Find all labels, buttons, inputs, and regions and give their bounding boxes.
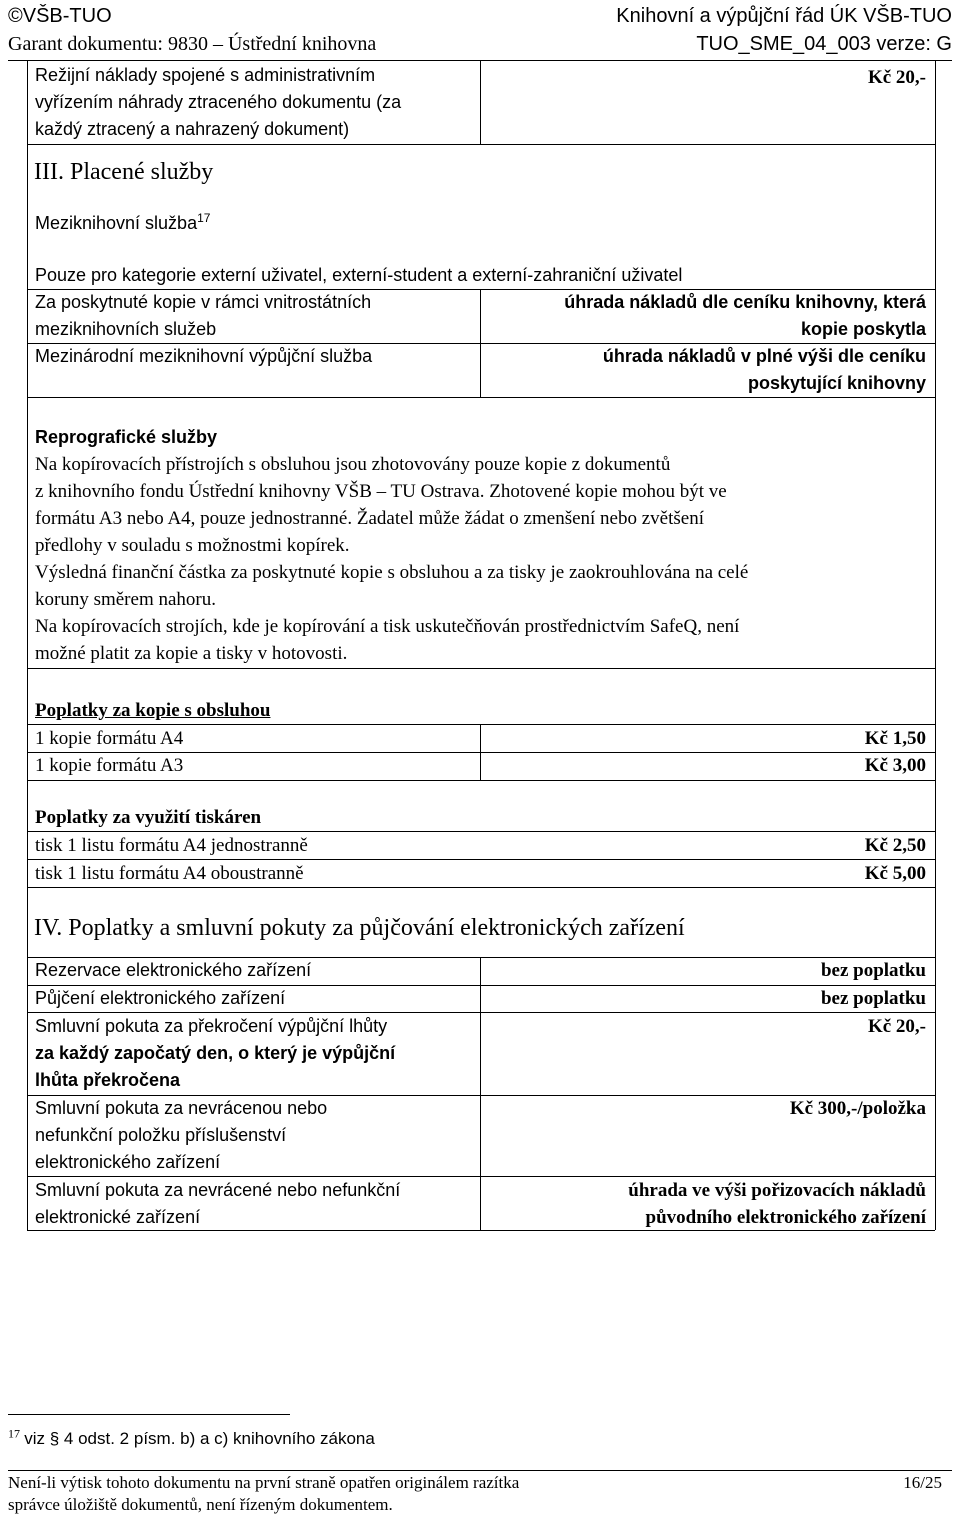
device-row-4-right: Kč 300,-/položka bbox=[789, 1098, 926, 1119]
row-divider bbox=[27, 668, 935, 669]
footer-divider bbox=[8, 1470, 952, 1471]
section-4-title: IV. Poplatky a smluvní pokuty za půjčování elektronických zařízení bbox=[34, 915, 685, 941]
page-header bbox=[8, 2, 952, 60]
repro-line-2: z knihovního fondu Ústřední knihovny VŠB – TU Ostrava. Zhotovené kopie mohou být ve bbox=[35, 481, 727, 502]
device-row-1-left: Rezervace elektronického zařízení bbox=[35, 960, 312, 980]
repro-title: Reprografické služby bbox=[35, 427, 218, 447]
page-number: 16/25 bbox=[903, 1473, 942, 1492]
interlibrary-row-1-left-2: meziknihovních služeb bbox=[35, 319, 217, 339]
row-divider bbox=[27, 887, 935, 888]
copyright-label: ©VŠB-TUO bbox=[8, 5, 112, 27]
device-row-2-left: Půjčení elektronického zařízení bbox=[35, 988, 286, 1008]
device-row-4-left-3: elektronického zařízení bbox=[35, 1152, 221, 1172]
device-row-3-left-2: za každý započatý den, o který je výpůjční bbox=[35, 1043, 396, 1063]
footnote-separator bbox=[8, 1414, 290, 1415]
footnote-text: viz § 4 odst. 2 písm. b) a c) knihovního zákona bbox=[24, 1429, 375, 1448]
device-row-3-left-3: lhůta překročena bbox=[35, 1070, 181, 1090]
copies-row-2-price: Kč 3,00 bbox=[864, 755, 926, 776]
printers-title: Poplatky za využití tiskáren bbox=[35, 807, 262, 828]
repro-line-3: formátu A3 nebo A4, pouze jednostranné. Žadatel může žádat o zmenšení nebo zvětšení bbox=[35, 508, 704, 529]
admin-fee-line-2: vyřízením náhrady ztraceného dokumentu (za bbox=[35, 92, 402, 112]
repro-line-5: Výsledná finanční částka za poskytnuté kopie s obsluhou a za tisky je zaokrouhlována na celé bbox=[35, 562, 749, 583]
device-row-3-left-1: Smluvní pokuta za překročení výpůjční lhůty bbox=[35, 1016, 388, 1036]
device-row-1-right: bez poplatku bbox=[820, 960, 926, 981]
row-divider bbox=[27, 144, 935, 145]
row-divider bbox=[27, 780, 935, 781]
repro-line-4: předlohy v souladu s možnostmi kopírek. bbox=[35, 535, 350, 556]
row-divider bbox=[27, 397, 935, 398]
device-row-5-left-1: Smluvní pokuta za nevrácené nebo nefunkční bbox=[35, 1180, 401, 1200]
column-divider bbox=[480, 60, 481, 144]
copies-row-1-label: 1 kopie formátu A4 bbox=[35, 728, 184, 749]
document-code: TUO_SME_04_003 verze: G bbox=[696, 33, 952, 55]
device-row-5-right-1: úhrada ve výši pořizovacích nákladů bbox=[628, 1180, 926, 1201]
document-guarantor: Garant dokumentu: 9830 – Ústřední knihovna bbox=[8, 33, 377, 55]
document-title: Knihovní a výpůjční řád ÚK VŠB-TUO bbox=[616, 5, 952, 27]
interlibrary-title-text: Meziknihovní služba bbox=[35, 213, 198, 233]
interlibrary-row-1-right-1: úhrada nákladů dle ceníku knihovny, která bbox=[564, 292, 926, 312]
interlibrary-title bbox=[35, 210, 210, 237]
column-divider bbox=[480, 957, 481, 1230]
footnote-number: 17 bbox=[8, 1426, 20, 1441]
interlibrary-row-1-right-2: kopie poskytla bbox=[800, 319, 926, 339]
repro-line-6: koruny směrem nahoru. bbox=[35, 589, 216, 610]
copies-row-1-price: Kč 1,50 bbox=[864, 728, 926, 749]
device-row-4-left-2: nefunkční položku příslušenství bbox=[35, 1125, 287, 1145]
printers-row-1-label: tisk 1 listu formátu A4 jednostranně bbox=[35, 835, 308, 856]
admin-fee-line-3: každý ztracený a nahrazený dokument) bbox=[35, 119, 350, 139]
interlibrary-row-1-left-1: Za poskytnuté kopie v rámci vnitrostátních bbox=[35, 292, 372, 312]
footer-line-2: správce úložiště dokumentů, není řízeným dokumentem. bbox=[8, 1495, 393, 1514]
printers-row-2-label: tisk 1 listu formátu A4 oboustranně bbox=[35, 863, 304, 884]
copies-row-2-label: 1 kopie formátu A3 bbox=[35, 755, 184, 776]
repro-line-8: možné platit za kopie a tisky v hotovosti. bbox=[35, 643, 348, 664]
device-row-3-right: Kč 20,- bbox=[867, 1016, 926, 1037]
categories-note: Pouze pro kategorie externí uživatel, externí-student a externí-zahraniční uživatel bbox=[35, 265, 683, 285]
copies-title: Poplatky za kopie s obsluhou bbox=[35, 700, 271, 721]
interlibrary-row-2-right-1: úhrada nákladů v plné výši dle ceníku bbox=[602, 346, 926, 366]
printers-row-2-price: Kč 5,00 bbox=[864, 863, 926, 884]
repro-line-1: Na kopírovacích přístrojích s obsluhou jsou zhotovovány pouze kopie z dokumentů bbox=[35, 454, 671, 475]
device-row-5-right-2: původního elektronického zařízení bbox=[645, 1207, 926, 1228]
footnote-ref: 17 bbox=[197, 211, 211, 225]
section-3-title: III. Placené služby bbox=[34, 159, 214, 185]
row-divider bbox=[27, 1230, 935, 1231]
footnote bbox=[8, 1427, 375, 1451]
footer-line-1: Není-li výtisk tohoto dokumentu na první straně opatřen originálem razítka bbox=[8, 1473, 520, 1492]
printers-row-1-price: Kč 2,50 bbox=[864, 835, 926, 856]
admin-fee-price: Kč 20,- bbox=[867, 67, 926, 88]
device-row-2-right: bez poplatku bbox=[820, 988, 926, 1009]
admin-fee-line-1: Režijní náklady spojené s administrativním bbox=[35, 65, 376, 85]
device-row-4-left-1: Smluvní pokuta za nevrácenou nebo bbox=[35, 1098, 328, 1118]
interlibrary-row-2-left-1: Mezinárodní meziknihovní výpůjční služba bbox=[35, 346, 373, 366]
device-row-5-left-2: elektronické zařízení bbox=[35, 1207, 201, 1227]
interlibrary-row-2-right-2: poskytující knihovny bbox=[747, 373, 926, 393]
repro-line-7: Na kopírovacích strojích, kde je kopírování a tisk uskutečňován prostřednictvím SafeQ, není bbox=[35, 616, 740, 637]
